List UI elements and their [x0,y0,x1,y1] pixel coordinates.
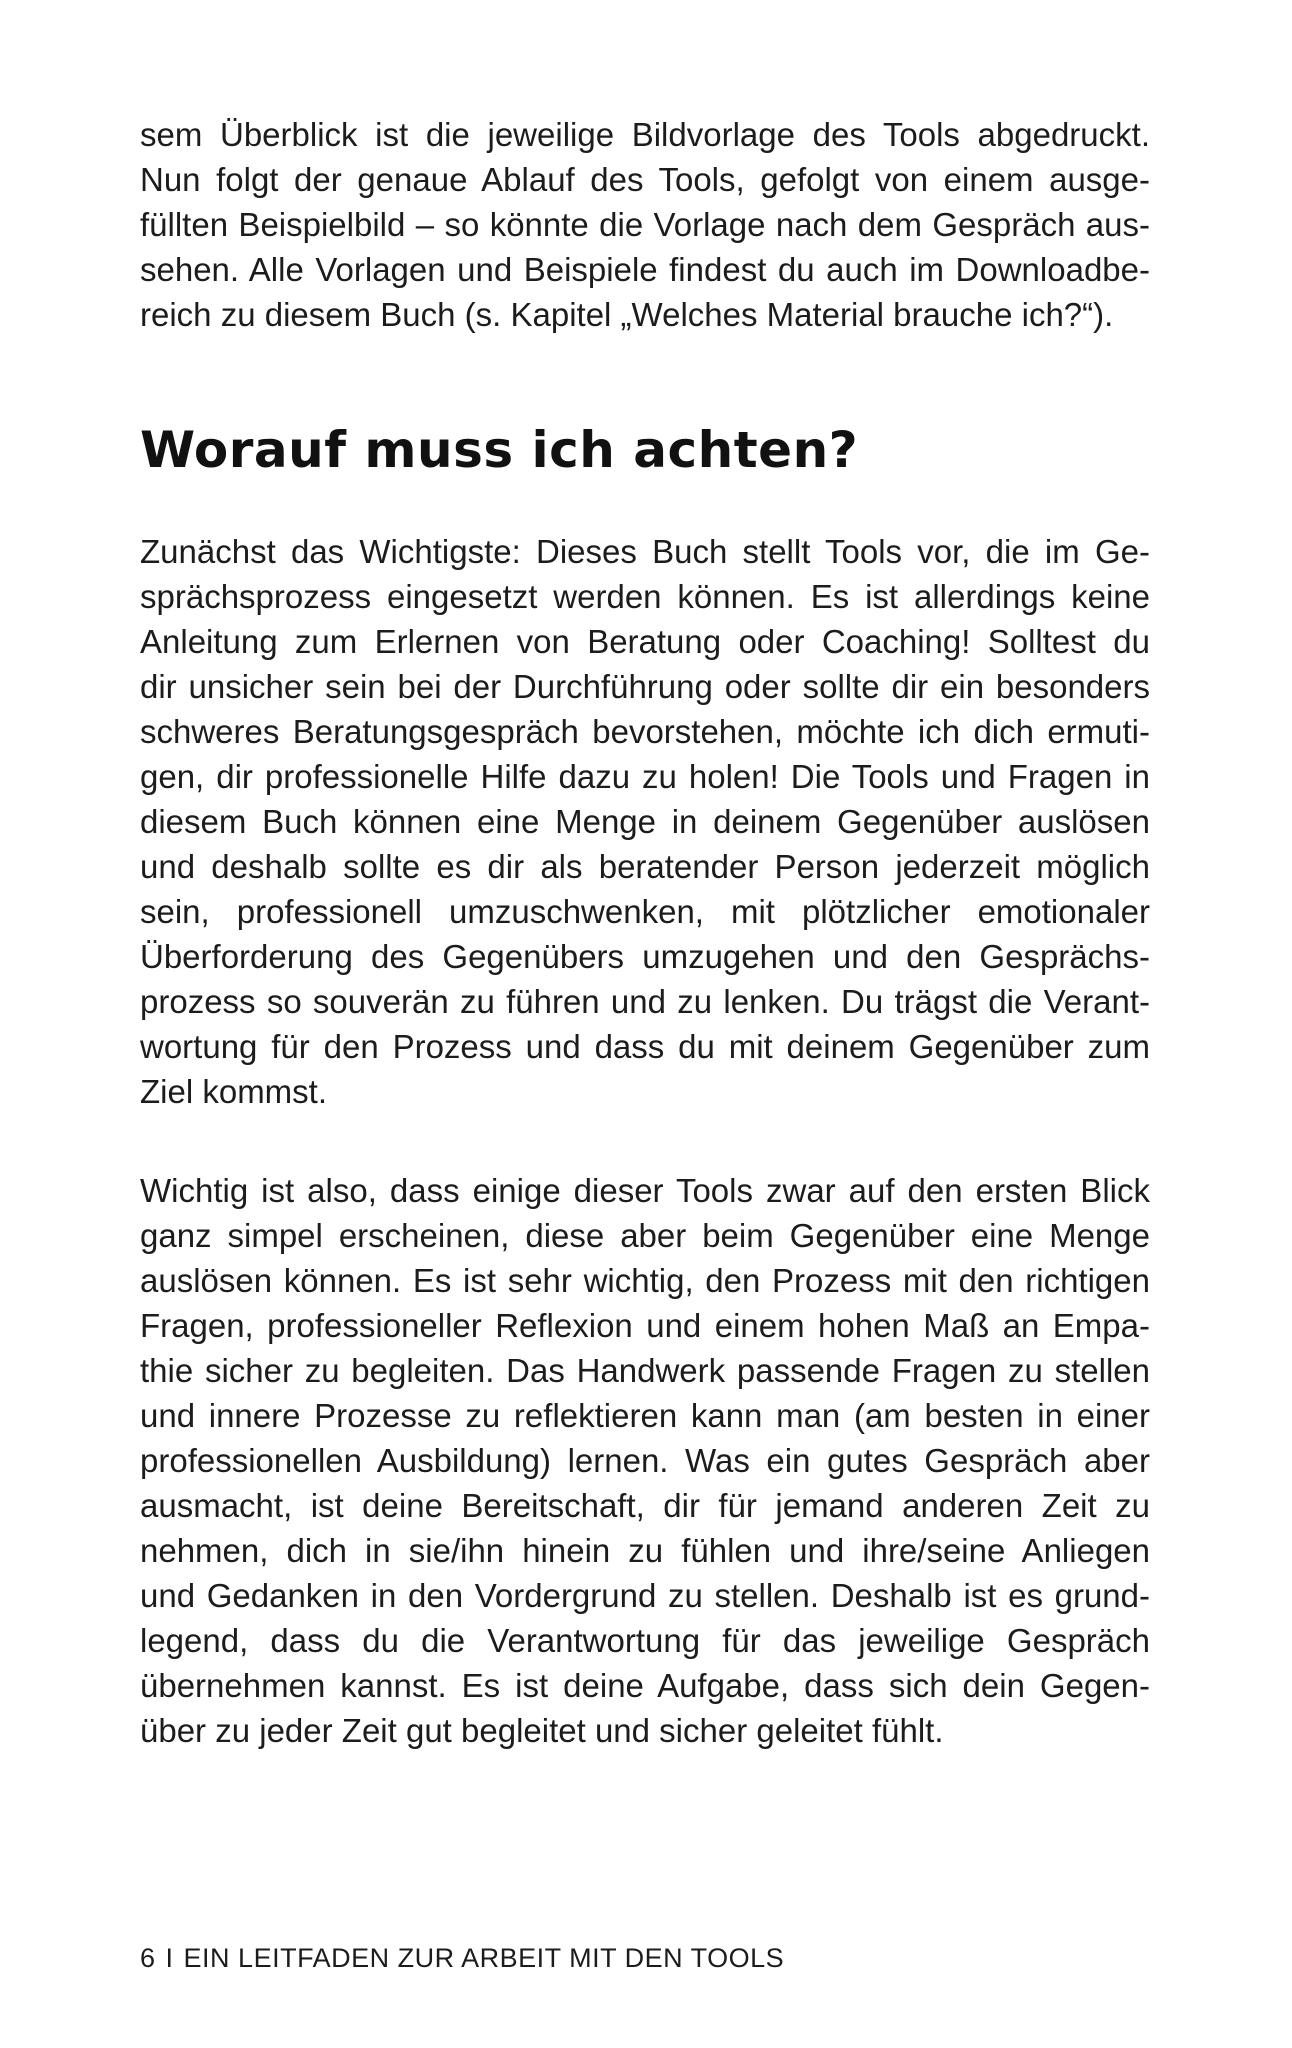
section-heading: Worauf muss ich achten? [140,421,859,479]
text-line: füllten Beispielbild – so könnte die Vorlage nach dem Gespräch aus- [140,206,1150,243]
text-line: thie sicher zu begleiten. Das Handwerk passende Fragen zu stellen [140,1352,1150,1389]
text-line: prozess so souverän zu führen und zu lenken. Du trägst die Verant- [140,983,1150,1020]
text-line: schweres Beratungsgespräch bevorstehen, möchte ich dich ermuti- [140,713,1150,750]
text-line: Nun folgt der genaue Ablauf des Tools, gefolgt von einem ausge- [140,161,1150,198]
footer-separator: I [165,1943,174,1973]
text-line: diesem Buch können eine Menge in deinem Gegenüber auslösen [140,803,1150,840]
text-line: sprächsprozess eingesetzt werden können. Es ist allerdings keine [140,578,1150,615]
page-footer [140,1941,784,1975]
text-line: sem Überblick ist die jeweilige Bildvorlage des Tools abgedruckt. [140,116,1150,153]
text-line: und deshalb sollte es dir als beratender Person jederzeit möglich [140,848,1150,885]
text-line: ganz simpel erscheinen, diese aber beim Gegenüber eine Menge [140,1217,1150,1254]
text-line: übernehmen kannst. Es ist deine Aufgabe, dass sich dein Gegen- [140,1667,1150,1704]
text-line: Zunächst das Wichtigste: Dieses Buch stellt Tools vor, die im Ge- [140,533,1150,570]
page-number: 6 [140,1943,156,1973]
text-line: auslösen können. Es ist sehr wichtig, den Prozess mit den richtigen [140,1262,1150,1299]
text-line: dir unsicher sein bei der Durchführung oder sollte dir ein besonders [140,668,1150,705]
text-line: und Gedanken in den Vordergrund zu stellen. Deshalb ist es grund- [140,1577,1150,1614]
text-line: wortung für den Prozess und dass du mit deinem Gegenüber zum [140,1028,1150,1065]
intro-paragraph [140,112,1150,337]
text-line: sein, professionell umzuschwenken, mit plötzlicher emotionaler [140,893,1150,930]
text-line: legend, dass du die Verantwortung für das jeweilige Gespräch [140,1622,1150,1659]
body-paragraph-1 [140,529,1150,1114]
text-line: Fragen, professioneller Reflexion und einem hohen Maß an Empa- [140,1307,1150,1344]
text-line: ausmacht, ist deine Bereitschaft, dir für jemand anderen Zeit zu [140,1487,1150,1524]
text-line: sehen. Alle Vorlagen und Beispiele findest du auch im Downloadbe- [140,251,1150,288]
text-line: nehmen, dich in sie/ihn hinein zu fühlen und ihre/seine Anliegen [140,1532,1150,1569]
text-line: professionellen Ausbildung) lernen. Was ein gutes Gespräch aber [140,1442,1150,1479]
text-line: über zu jeder Zeit gut begleitet und sicher geleitet fühlt. [140,1712,944,1749]
text-line: reich zu diesem Buch (s. Kapitel „Welches Material brauche ich?“). [140,296,1114,333]
text-line: Ziel kommst. [140,1073,328,1110]
text-line: Überforderung des Gegenübers umzugehen und den Gesprächs- [140,938,1150,975]
text-line: gen, dir professionelle Hilfe dazu zu holen! Die Tools und Fragen in [140,758,1150,795]
text-line: Anleitung zum Erlernen von Beratung oder Coaching! Solltest du [140,623,1150,660]
running-title: EIN LEITFADEN ZUR ARBEIT MIT DEN TOOLS [183,1943,785,1973]
text-line: und innere Prozesse zu reflektieren kann man (am besten in einer [140,1397,1150,1434]
text-line: Wichtig ist also, dass einige dieser Tools zwar auf den ersten Blick [140,1172,1150,1209]
body-paragraph-2 [140,1168,1150,1753]
